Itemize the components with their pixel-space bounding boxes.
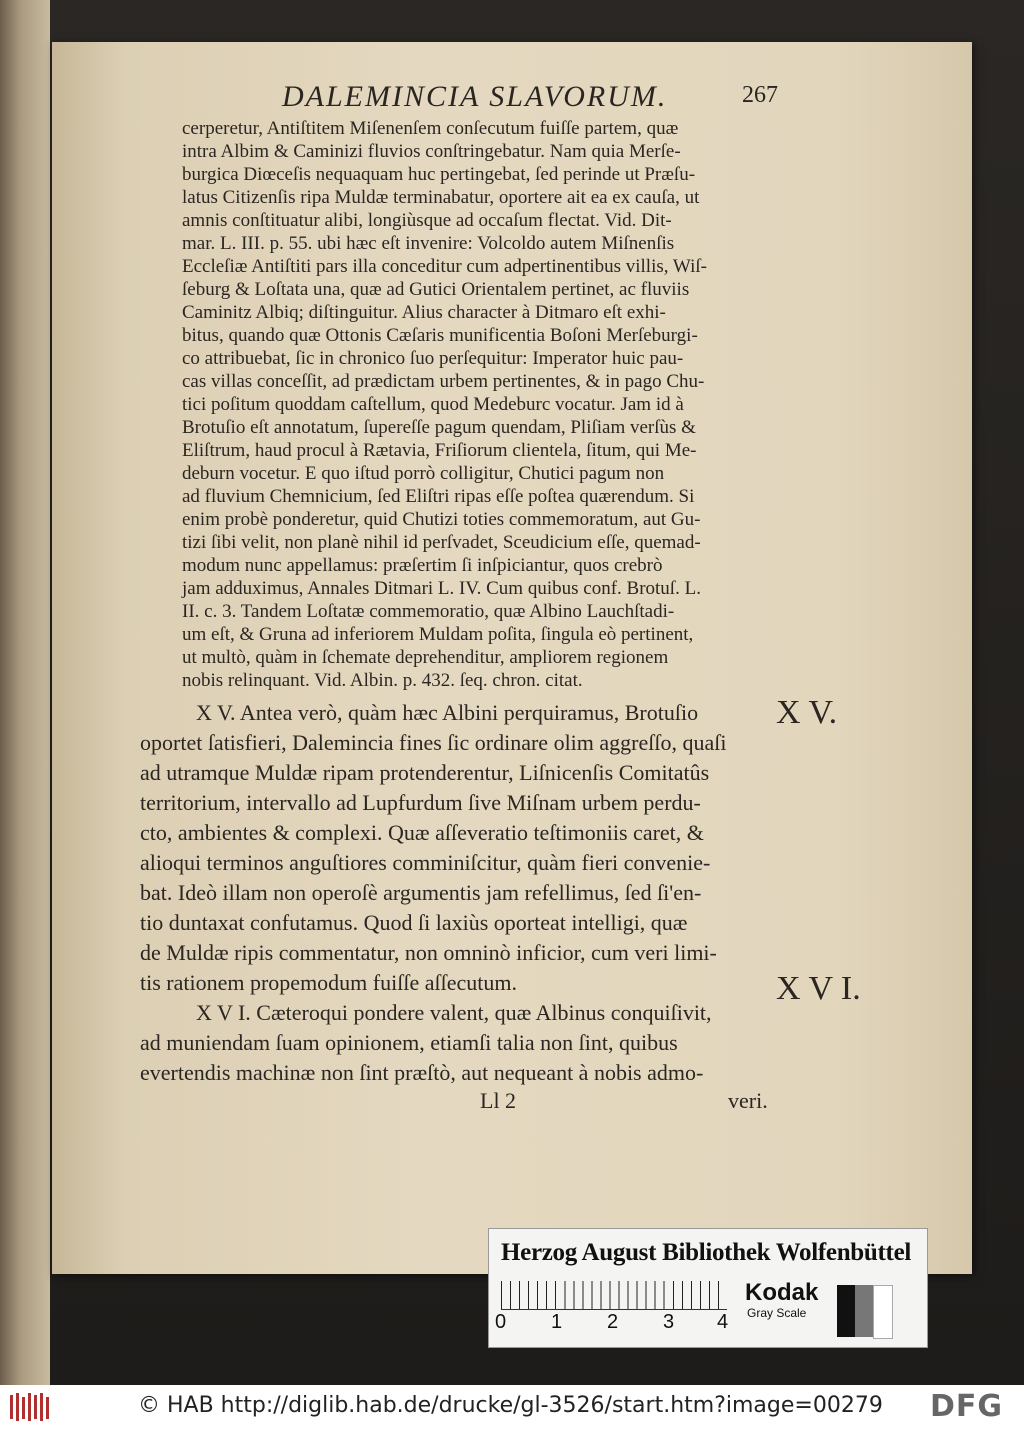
copyright-url[interactable]: © HAB http://diglib.hab.de/drucke/gl-3526/start.htm?image=00279 (138, 1393, 883, 1418)
text-line: co attribuebat, ſic in chronico ſuo perſequitur: Imperator huic pau- (182, 348, 684, 369)
text-line: mar. L. III. p. 55. ubi hæc eſt invenire: Volcoldo autem Miſnenſis (182, 233, 675, 254)
ruler-scale (495, 1311, 735, 1335)
color-calibration-card (488, 1228, 928, 1348)
kodak-brand: Kodak (745, 1279, 819, 1306)
footer-bar (0, 1385, 1024, 1430)
text-line: modum nunc appellamus: præſertim ſi inſpiciantur, quos crebrò (182, 555, 663, 576)
section-line: X V. Antea verò, quàm hæc Albini perquiramus, Brotuſio (196, 700, 699, 725)
signature-mark: Ll 2 (480, 1088, 517, 1113)
ruler-number: 3 (663, 1311, 675, 1333)
previous-page-edge (0, 0, 50, 1385)
gray-swatch-mid (855, 1285, 873, 1337)
text-line: cas villas conceſſit, ad prædictam urbem pertinentes, & in pago Chu- (182, 371, 705, 392)
text-line: Eccleſiæ Antiſtiti pars illa conceditur cum adpertinentibus villis, Wiſ- (182, 256, 707, 277)
section-line: ad utramque Muldæ ripam protenderentur, Liſnicenſis Comitatûs (140, 760, 710, 785)
section-line: territorium, intervallo ad Lupfurdum ſive Miſnam urbem perdu- (140, 790, 701, 815)
text-line: Caminitz Albiq; diſtinguitur. Alius character à Ditmaro eſt exhi- (182, 302, 666, 323)
text-line: Eliſtrum, haud procul à Rætavia, Friſiorum clientela, ſitum, qui Me- (182, 440, 697, 461)
gray-scale-label: Gray Scale (747, 1306, 807, 1320)
section-line: bat. Ideò illam non operoſè argumentis jam refellimus, ſed ſi'en- (140, 880, 702, 905)
gray-swatch-white (873, 1285, 893, 1339)
dfg-logo: DFG (930, 1389, 1004, 1424)
section-line: X V I. Cæteroqui pondere valent, quæ Albinus conquiſivit, (196, 1000, 712, 1025)
section-line: de Muldæ ripis commentatur, non omninò inficior, cum veri limi- (140, 940, 717, 965)
hab-logo-icon (8, 1391, 52, 1423)
text-line: bitus, quando quæ Ottonis Cæſaris munificentia Boſoni Merſeburgi- (182, 325, 698, 346)
section-line: oportet ſatisfieri, Dalemincia fines ſic ordinare olim aggreſſo, quaſi (140, 730, 727, 755)
text-line: jam adduximus, Annales Ditmari L. IV. Cum quibus conf. Brotuſ. L. (182, 578, 701, 599)
text-line: burgica Diœceſis nequaquam huc pertingebat, ſed perinde ut Præſu- (182, 164, 696, 185)
text-line: deburn vocetur. E quo iſtud porrò colligitur, Chutici pagum non (182, 463, 665, 484)
text-line: um eſt, & Gruna ad inferiorem Muldam poſita, ſingula eò pertinent, (182, 624, 694, 645)
section-line: ad muniendam ſuam opinionem, etiamſi talia non ſint, quibus (140, 1030, 678, 1055)
ruler-number: 2 (607, 1311, 619, 1333)
text-line: tici poſitum quoddam caſtellum, quod Medeburc vocatur. Jam id à (182, 394, 684, 415)
text-line: ſeburg & Loſtata una, quæ ad Gutici Orientalem pertinet, ac fluviis (182, 279, 690, 300)
section-line: tio duntaxat confutamus. Quod ſi laxiùs oporteat intelligi, quæ (140, 910, 688, 935)
ruler-number: 1 (551, 1311, 563, 1333)
running-head (0, 80, 1024, 120)
ruler-number: 4 (717, 1311, 729, 1333)
text-line: intra Albim & Caminizi fluvios conſtringebatur. Nam quia Merſe- (182, 141, 681, 162)
measurement-ruler (501, 1281, 727, 1310)
section-line: evertendis machinæ non ſint præſtò, aut nequeant à nobis admo- (140, 1060, 704, 1085)
section-line: tis rationem propemodum fuiſſe aſſecutum. (140, 970, 517, 995)
text-line: latus Citizenſis ripa Muldæ terminabatur, oportere ait ea ex cauſa, ut (182, 187, 700, 208)
gray-swatch-black (837, 1285, 855, 1337)
section-line: alioqui terminos anguſtiores comminiſcitur, quàm fieri convenie- (140, 850, 711, 875)
ruler-number: 0 (495, 1311, 507, 1333)
margin-note-section-xvi: X V I. (776, 970, 861, 1007)
text-line: enim probè ponderetur, quid Chutizi toties commemoratum, aut Gu- (182, 509, 701, 530)
catchword: veri. (728, 1088, 768, 1113)
text-line: tizi ſibi velit, non planè nihil id perſvadet, Sceudicium eſſe, quemad- (182, 532, 701, 553)
text-line: ad fluvium Chemnicium, ſed Eliſtri ripas eſſe poſtea quærendum. Si (182, 486, 695, 507)
running-head-title: DALEMINCIA SLAVORUM. (282, 80, 668, 113)
margin-note-section-xv: X V. (776, 694, 838, 731)
text-line: cerperetur, Antiſtitem Miſenenſem conſecutum fuiſſe partem, quæ (182, 118, 679, 139)
text-line: ut multò, quàm in ſchemate deprehenditur, ampliorem regionem (182, 647, 669, 668)
page-number: 267 (742, 82, 778, 108)
text-line: nobis relinquant. Vid. Albin. p. 432. ſeq. chron. citat. (182, 670, 583, 691)
section-line: cto, ambientes & complexi. Quæ aſſeveratio teſtimoniis caret, & (140, 820, 704, 845)
text-line: amnis conſtituatur alibi, longiùsque ad occaſum flectat. Vid. Dit- (182, 210, 672, 231)
library-name: Herzog August Bibliothek Wolfenbüttel (501, 1239, 912, 1266)
text-line: Brotuſio eſt annotatum, ſupereſſe pagum quendam, Pliſiam verſùs & (182, 417, 696, 438)
text-line: II. c. 3. Tandem Loſtatæ commemoratio, quæ Albino Lauchſtadi- (182, 601, 675, 622)
